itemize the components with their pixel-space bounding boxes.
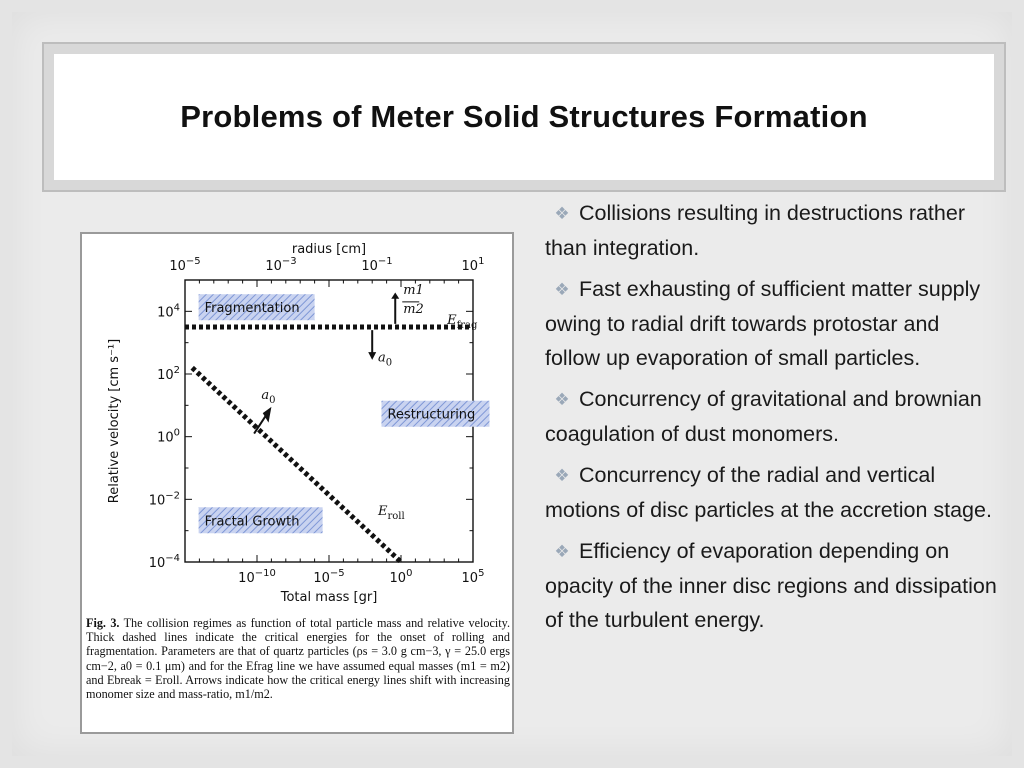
title-frame	[42, 42, 1006, 192]
diamond-bullet-icon: ❖	[554, 390, 570, 409]
top-tick-label: $10^{-1}$	[361, 256, 393, 274]
bullet-item	[545, 458, 997, 527]
region-label: Fragmentation	[204, 301, 300, 317]
caption-text: The collision regimes as function of total particle mass and relative velocity. Thick dashed lines indicate the critical energies for the onset of rolling and fragmentation. Parameters are that of quartz particles (ρs = 3.0 g cm−3, γ = 25.0 ergs cm−2, a0 = 0.1 μm) and for the Efrag line we have assumed equal masses (m1 = m2) and Ebreak = Eroll. Arrows indicate how the critical energy lines shift with increasing monomer size and mass-ratio, m1/m2.	[86, 616, 510, 702]
arrow-up-head	[391, 293, 399, 299]
y-tick-label: $10^{-2}$	[148, 490, 180, 509]
mass-ratio-bottom: m2	[403, 301, 424, 317]
bullet-item	[545, 382, 997, 451]
slide	[12, 12, 1012, 756]
mass-ratio-top: m1	[403, 283, 424, 299]
region-label: Restructuring	[387, 407, 476, 423]
bullet-text: Concurrency of gravitational and brownian coagulation of dust monomers.	[545, 387, 982, 446]
bullet-list	[545, 196, 997, 644]
caption-label: Fig. 3.	[86, 616, 120, 630]
bullet-text: Collisions resulting in destructions rather than integration.	[545, 201, 965, 260]
top-tick-label: $10^1$	[461, 256, 485, 274]
figure-caption	[86, 616, 510, 701]
x-tick-label: $10^{-10}$	[238, 568, 276, 586]
top-tick-label: $10^{-3}$	[265, 256, 297, 274]
a0-label-lower: $a_0$	[377, 350, 393, 369]
x-axis-title: Total mass [gr]	[280, 590, 378, 605]
bullet-item	[545, 272, 997, 375]
diamond-bullet-icon: ❖	[554, 280, 570, 299]
y-tick-label: $10^0$	[157, 427, 180, 446]
slide-title: Problems of Meter Solid Structures Formation	[180, 99, 868, 134]
y-tick-label: $10^4$	[157, 302, 180, 321]
chart	[82, 234, 512, 614]
e-frag-label: $E_{frag}$	[447, 312, 478, 331]
title-box	[54, 54, 994, 180]
region-label: Fractal Growth	[204, 514, 300, 530]
diamond-bullet-icon: ❖	[554, 204, 570, 223]
y-tick-label: $10^2$	[157, 365, 180, 383]
arrow-down-head	[368, 352, 376, 360]
top-tick-label: $10^{-5}$	[169, 256, 201, 274]
y-tick-label: $10^{-4}$	[148, 553, 180, 571]
top-axis-title: radius [cm]	[291, 242, 367, 257]
diamond-bullet-icon: ❖	[554, 542, 570, 561]
e-roll-label: $E_{roll}$	[377, 504, 405, 522]
a0-label-upper: $a_0$	[261, 388, 276, 407]
diamond-bullet-icon: ❖	[554, 466, 570, 485]
figure	[80, 232, 514, 734]
x-tick-label: $10^{-5}$	[313, 568, 345, 586]
x-tick-label: $10^5$	[461, 568, 485, 586]
y-axis-title: Relative velocity [cm s⁻¹]	[107, 338, 122, 504]
bullet-text: Efficiency of evaporation depending on opacity of the inner disc regions and dissipation of the turbulent energy.	[545, 539, 997, 632]
bullet-item	[545, 534, 997, 637]
bullet-text: Concurrency of the radial and vertical motions of disc particles at the accretion stage.	[545, 463, 992, 522]
x-tick-label: $10^0$	[389, 568, 413, 586]
bullet-item	[545, 196, 997, 265]
bullet-text: Fast exhausting of sufficient matter supply owing to radial drift towards protostar and follow up evaporation of small particles.	[545, 277, 981, 370]
